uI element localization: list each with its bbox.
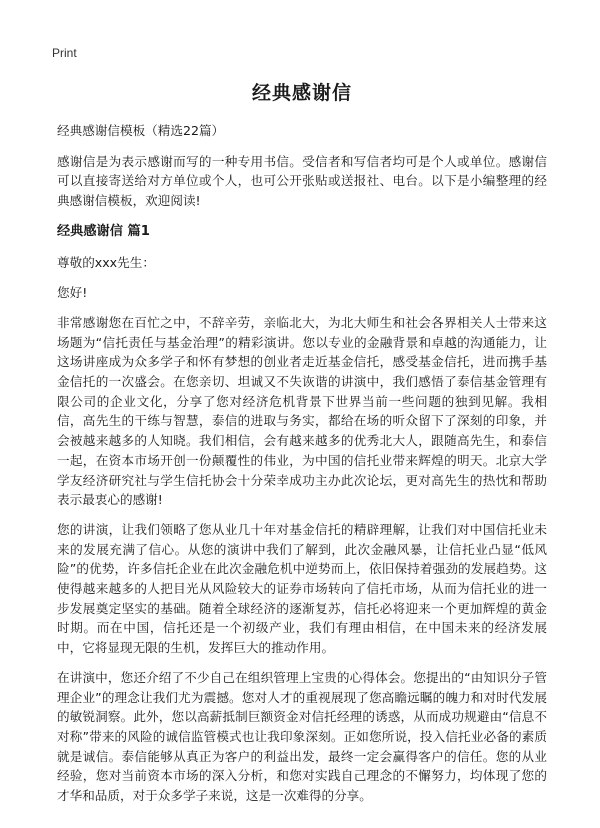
page-title: 经典感谢信 [251,82,352,104]
body-paragraph-3: 在讲演中，您还介绍了不少自己在组织管理上宝贵的心得体会。您提出的“由知识分子管理企业”的理念让我们尤为震撼。您对人才的重视展现了您高瞻远瞩的魄力和对时代发展的敏锐洞察。此外，您以高薪抵制巨额资金对信托经理的诱惑，从而成功规避由“信息不对称”带来的风险的诚信监管模式也让我印象深刻。正如您所说，投入信托业必备的素质就是诚信。泰信能够从真正为客户的利益出发，最终一定会赢得客户的信任。您的从业经验，您对当前资本市场的深入分析，和您对实践自己理念的不懈努力，均体现了您的才华和品质，对于众多学子来说，这是一次难得的分享。 [57,669,547,804]
body-paragraph-2: 您的讲演，让我们领略了您从业几十年对基金信托的精辟理解，让我们对中国信托业未来的发展充满了信心。从您的演讲中我们了解到，此次金融风暴，让信托业凸显“低风险”的优势，许多信托企业在此次金融危机中逆势而上，依旧保持着强劲的发展趋势。这使得越来越多的人把目光从风险较大的证券市场转向了信托市场，从而为信托业的进一步发展奠定坚实的基础。随着全球经济的逐渐复苏，信托必将迎来一个更加辉煌的黄金时期。而在中国，信托还是一个初级产业，我们有理由相信，在中国未来的经济发展中，它将显现无限的生机，发挥巨大的推动作用。 [57,521,547,656]
document-body [57,78,547,816]
section-heading: 经典感谢信 篇1 [57,223,150,239]
letter-salutation: 尊敬的xxx先生： [57,254,155,270]
body-paragraph-1: 非常感谢您在百忙之中，不辞辛劳，亲临北大，为北大师生和社会各界相关人士带来这场题为“信托责任与基金治理”的精彩演讲。您以专业的金融背景和卓越的沟通能力，让这场讲座成为众多学子和怀有梦想的创业者走近基金信托，感受基金信托，进而携手基金信托的一次盛会。在您亲切、坦诚又不失诙谐的讲演中，我们感悟了泰信基金管理有限公司的企业文化，分享了您对经济危机背景下世界当前一些问题的独到见解。我相信，高先生的干练与智慧，泰信的进取与务实，都给在场的听众留下了深刻的印象，并会被越来越多的人知晓。我们相信，会有越来越多的优秀北大人，跟随高先生，和泰信一起，在资本市场开创一份颠覆性的伟业，为中国的信托业带来辉煌的明天。北京大学学友经济研究社与学生信托协会十分荣幸成功主办此次论坛，更对高先生的热忱和帮助表示最衷心的感谢! [57,314,547,508]
intro-paragraph: 感谢信是为表示感谢而写的一种专用书信。受信者和写信者均可是个人或单位。感谢信可以直接寄送给对方单位或个人，也可公开张贴或送报社、电台。以下是小编整理的经典感谢信模板，欢迎阅读! [57,153,547,209]
document-subtitle: 经典感谢信模板（精选22篇） [57,123,225,138]
letter-greeting: 您好! [57,285,88,301]
print-link[interactable]: Print [52,46,77,60]
